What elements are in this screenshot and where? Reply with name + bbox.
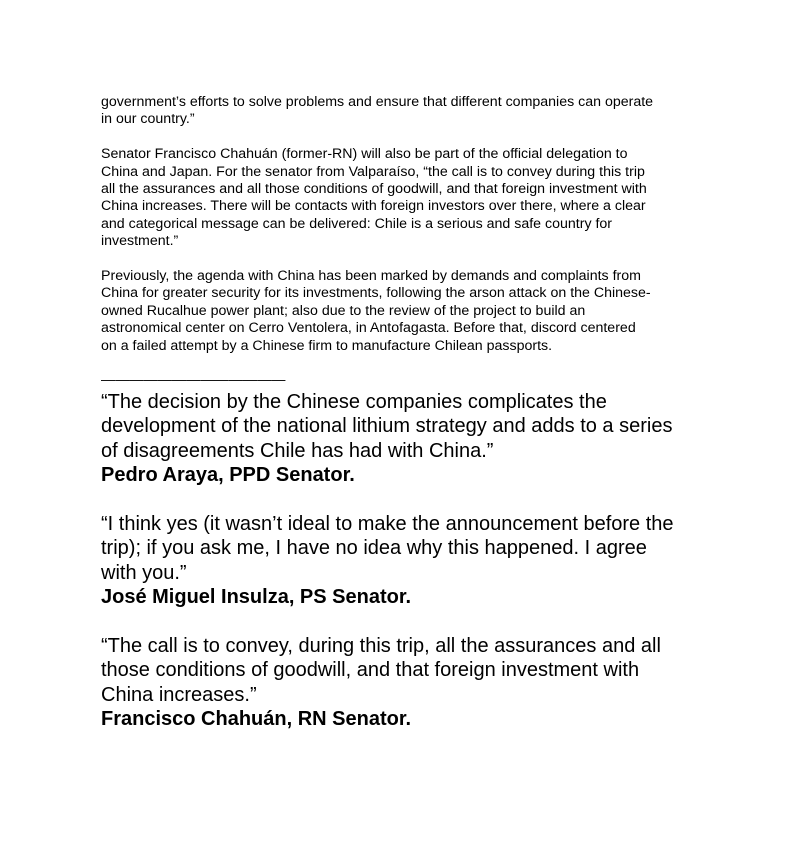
section-divider: ————————————— xyxy=(101,372,286,389)
quote-text: “The decision by the Chinese companies complicates the development of the national lithium strategy and adds to a series of disagreements Chile has had with China.” xyxy=(101,390,673,462)
quote-attribution: Pedro Araya, PPD Senator. xyxy=(101,464,355,487)
quote-block xyxy=(101,634,711,732)
quote-block xyxy=(101,390,711,488)
document-page xyxy=(101,94,711,756)
article-paragraph: government’s efforts to solve problems and ensure that different companies can operate in our country.” xyxy=(101,94,654,128)
article-paragraph: Previously, the agenda with China has been marked by demands and complaints from China for greater security for its investments, following the arson attack on the Chinese- owned Rucalhue power plant; also due to the review of the project to build an astronomical center on Cerro Ventolera, in Antofagasta. Before that, discord centered on a failed attempt by a Chinese firm to manufacture Chilean passports. xyxy=(101,268,651,354)
quote-text: “I think yes (it wasn’t ideal to make the announcement before the trip); if you ask me, I have no idea why this happened. I agree with you.” xyxy=(101,512,674,584)
quote-block xyxy=(101,512,711,610)
article-paragraph: Senator Francisco Chahuán (former-RN) will also be part of the official delegation to China and Japan. For the senator from Valparaíso, “the call is to convey during this trip all the assurances and all those conditions of goodwill, and that foreign investment with China increases. There will be contacts with foreign investors over there, where a clear and categorical message can be delivered: Chile is a serious and safe country for investment.” xyxy=(101,146,647,250)
quote-attribution: Francisco Chahuán, RN Senator. xyxy=(101,708,412,731)
quote-text: “The call is to convey, during this trip, all the assurances and all those conditions of goodwill, and that foreign investment with China increases.” xyxy=(101,634,661,706)
quote-attribution: José Miguel Insulza, PS Senator. xyxy=(101,586,412,609)
